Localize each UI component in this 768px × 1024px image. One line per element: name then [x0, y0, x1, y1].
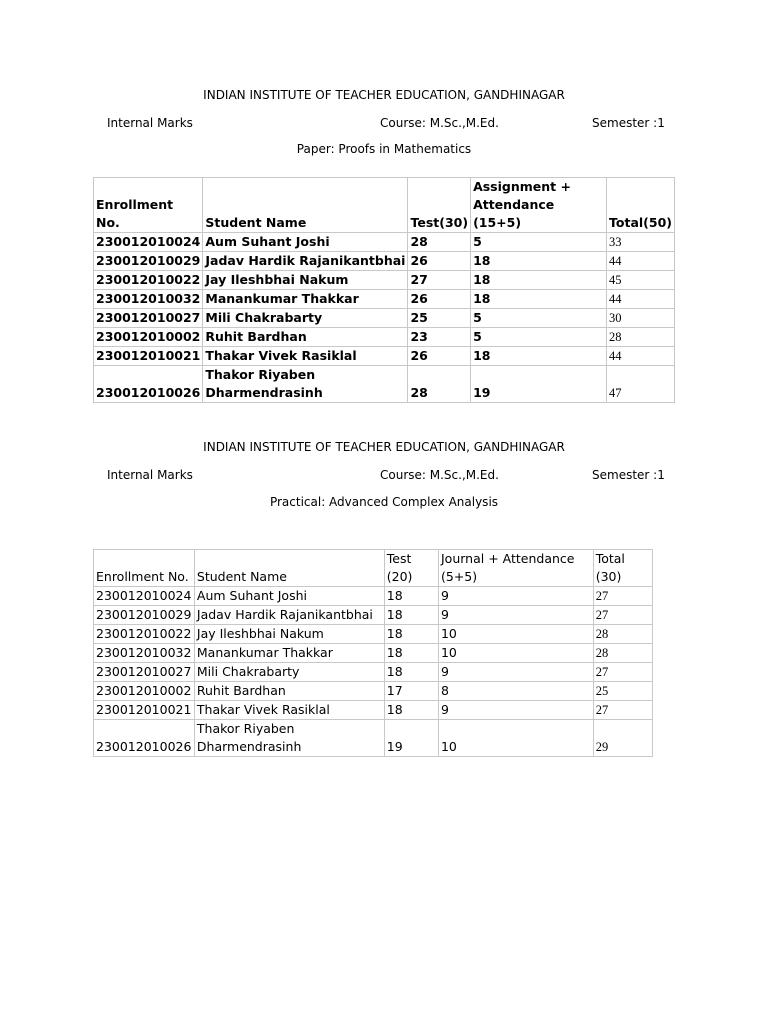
test-cell: 26	[408, 252, 471, 271]
enrollment-cell: 230012010021	[94, 701, 195, 720]
header-total: Total(50)	[607, 178, 675, 233]
table-row	[94, 587, 653, 606]
total-cell: 27	[593, 701, 652, 720]
table-row	[94, 328, 675, 347]
enrollment-cell: 230012010027	[94, 663, 195, 682]
test-cell: 18	[384, 663, 438, 682]
test-cell: 28	[408, 233, 471, 252]
assignment-cell: 18	[471, 271, 607, 290]
test-cell: 18	[384, 644, 438, 663]
test-cell: 27	[408, 271, 471, 290]
test-cell: 25	[408, 309, 471, 328]
internal-marks-label: Internal Marks	[107, 468, 193, 482]
test-cell: 17	[384, 682, 438, 701]
semester-label: Semester :1	[592, 468, 665, 482]
header-assignment-attendance: Assignment + Attendance (15+5)	[471, 178, 607, 233]
enrollment-cell: 230012010024	[94, 233, 203, 252]
table-row	[94, 720, 653, 757]
enrollment-cell: 230012010022	[94, 625, 195, 644]
total-cell: 30	[607, 309, 675, 328]
test-cell: 28	[408, 366, 471, 403]
institute-title: INDIAN INSTITUTE OF TEACHER EDUCATION, GANDHINAGAR	[203, 88, 565, 102]
student-name-cell: Thakar Vivek Rasiklal	[203, 347, 408, 366]
test-cell: 18	[384, 587, 438, 606]
test-cell: 18	[384, 606, 438, 625]
enrollment-cell: 230012010002	[94, 328, 203, 347]
table-row	[94, 366, 675, 403]
assignment-cell: 18	[471, 252, 607, 271]
journal-cell: 10	[438, 625, 593, 644]
internal-marks-label: Internal Marks	[107, 116, 193, 130]
student-name-cell: Manankumar Thakkar	[194, 644, 384, 663]
journal-cell: 9	[438, 663, 593, 682]
student-name-cell: Mili Chakrabarty	[194, 663, 384, 682]
test-cell: 26	[408, 290, 471, 309]
assignment-cell: 5	[471, 233, 607, 252]
total-cell: 27	[593, 606, 652, 625]
total-cell: 28	[607, 328, 675, 347]
header-total: Total (30)	[593, 550, 652, 587]
header-student-name: Student Name	[194, 550, 384, 587]
test-cell: 18	[384, 625, 438, 644]
header-student-name: Student Name	[203, 178, 408, 233]
journal-cell: 9	[438, 606, 593, 625]
test-cell: 23	[408, 328, 471, 347]
table-row	[94, 625, 653, 644]
course-label: Course: M.Sc.,M.Ed.	[380, 116, 499, 130]
assignment-cell: 19	[471, 366, 607, 403]
enrollment-cell: 230012010021	[94, 347, 203, 366]
test-cell: 18	[384, 701, 438, 720]
table-row	[94, 271, 675, 290]
student-name-cell: Jay Ileshbhai Nakum	[194, 625, 384, 644]
total-cell: 44	[607, 252, 675, 271]
student-name-cell: Ruhit Bardhan	[194, 682, 384, 701]
institute-title: INDIAN INSTITUTE OF TEACHER EDUCATION, GANDHINAGAR	[203, 440, 565, 454]
assignment-cell: 18	[471, 290, 607, 309]
header-enrollment: Enrollment No.	[94, 550, 195, 587]
table-row	[94, 701, 653, 720]
student-name-cell: Mili Chakrabarty	[203, 309, 408, 328]
journal-cell: 8	[438, 682, 593, 701]
journal-cell: 10	[438, 720, 593, 757]
journal-cell: 9	[438, 701, 593, 720]
total-cell: 27	[593, 587, 652, 606]
journal-cell: 10	[438, 644, 593, 663]
table-row	[94, 682, 653, 701]
table-row	[94, 233, 675, 252]
total-cell: 27	[593, 663, 652, 682]
student-name-cell: Jadav Hardik Rajanikantbhai	[203, 252, 408, 271]
marks-table	[93, 549, 653, 757]
enrollment-cell: 230012010032	[94, 644, 195, 663]
header-journal-attendance: Journal + Attendance (5+5)	[438, 550, 593, 587]
total-cell: 44	[607, 347, 675, 366]
student-name-cell: Aum Suhant Joshi	[194, 587, 384, 606]
header-enrollment: Enrollment No.	[94, 178, 203, 233]
student-name-cell: Jay Ileshbhai Nakum	[203, 271, 408, 290]
course-label: Course: M.Sc.,M.Ed.	[380, 468, 499, 482]
student-name-cell: Thakor Riyaben Dharmendrasinh	[194, 720, 384, 757]
table-row	[94, 606, 653, 625]
student-name-cell: Thakar Vivek Rasiklal	[194, 701, 384, 720]
enrollment-cell: 230012010002	[94, 682, 195, 701]
table-row	[94, 290, 675, 309]
header-test: Test (20)	[384, 550, 438, 587]
student-name-cell: Ruhit Bardhan	[203, 328, 408, 347]
table-row	[94, 347, 675, 366]
paper-title: Paper: Proofs in Mathematics	[296, 142, 472, 156]
enrollment-cell: 230012010024	[94, 587, 195, 606]
enrollment-cell: 230012010022	[94, 271, 203, 290]
enrollment-cell: 230012010032	[94, 290, 203, 309]
marks-table	[93, 177, 675, 403]
total-cell: 44	[607, 290, 675, 309]
total-cell: 25	[593, 682, 652, 701]
total-cell: 33	[607, 233, 675, 252]
enrollment-cell: 230012010026	[94, 366, 203, 403]
total-cell: 45	[607, 271, 675, 290]
table-header-row	[94, 178, 675, 233]
enrollment-cell: 230012010029	[94, 606, 195, 625]
student-name-cell: Jadav Hardik Rajanikantbhai	[194, 606, 384, 625]
total-cell: 28	[593, 625, 652, 644]
student-name-cell: Aum Suhant Joshi	[203, 233, 408, 252]
enrollment-cell: 230012010027	[94, 309, 203, 328]
test-cell: 19	[384, 720, 438, 757]
student-name-cell: Manankumar Thakkar	[203, 290, 408, 309]
assignment-cell: 18	[471, 347, 607, 366]
journal-cell: 9	[438, 587, 593, 606]
assignment-cell: 5	[471, 328, 607, 347]
table-header-row	[94, 550, 653, 587]
enrollment-cell: 230012010029	[94, 252, 203, 271]
semester-label: Semester :1	[592, 116, 665, 130]
assignment-cell: 5	[471, 309, 607, 328]
enrollment-cell: 230012010026	[94, 720, 195, 757]
student-name-cell: Thakor Riyaben Dharmendrasinh	[203, 366, 408, 403]
table-row	[94, 663, 653, 682]
total-cell: 29	[593, 720, 652, 757]
test-cell: 26	[408, 347, 471, 366]
total-cell: 28	[593, 644, 652, 663]
practical-title: Practical: Advanced Complex Analysis	[269, 495, 499, 509]
table-row	[94, 309, 675, 328]
total-cell: 47	[607, 366, 675, 403]
header-test: Test(30)	[408, 178, 471, 233]
table-row	[94, 644, 653, 663]
table-row	[94, 252, 675, 271]
